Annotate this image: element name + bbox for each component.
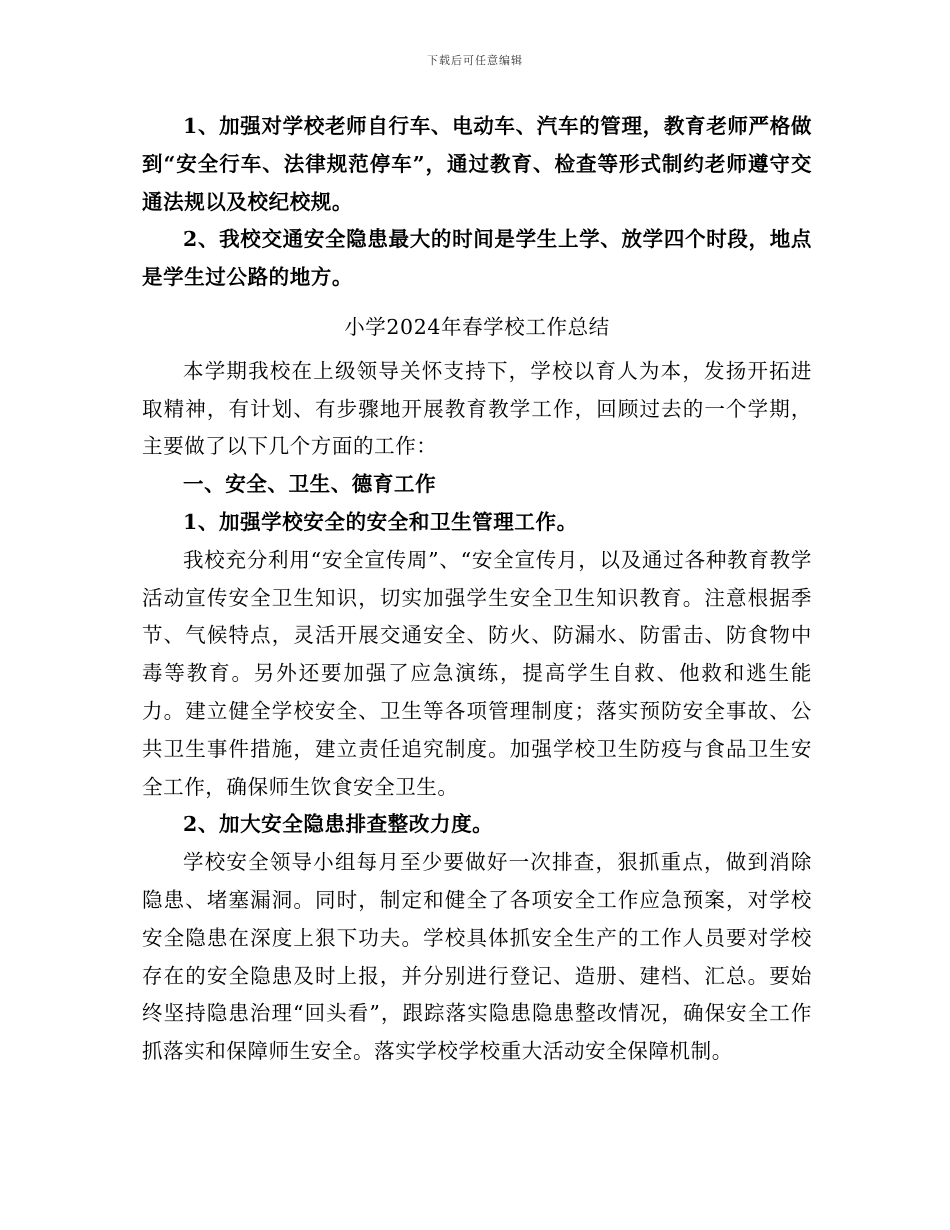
subsection-heading-hazard-rectification: 2、加大安全隐患排查整改力度。 xyxy=(183,812,494,837)
document-body xyxy=(142,108,812,1071)
paragraph-traffic-hazard: 2、我校交通安全隐患最大的时间是学生上学、放学四个时段，地点是学生过公路的地方。 xyxy=(142,227,812,290)
paragraph-vehicle-management: 1、加强对学校老师自行车、电动车、汽车的管理，教育老师严格做到“安全行车、法律规范停车”，通过教育、检查等形式制约老师遵守交通法规以及校纪校规。 xyxy=(142,114,812,214)
paragraph-safety-education: 我校充分利用“安全宣传周”、“安全宣传月，以及通过各种教育教学活动宣传安全卫生知识，切实加强学生安全卫生知识教育。注意根据季节、气候特点，灵活开展交通安全、防火、防漏水、防雷击、防食物中毒等教育。另外还要加强了应急演练，提高学生自救、他救和逃生能力。建立健全学校安全、卫生等各项管理制度；落实预防安全事故、公共卫生事件措施，建立责任追究制度。加强学校卫生防疫与食品卫生安全工作，确保师生饮食安全卫生。 xyxy=(142,547,812,799)
paragraph-hazard-inspection: 学校安全领导小组每月至少要做好一次排查，狠抓重点，做到消除隐患、堵塞漏洞。同时，制定和健全了各项安全工作应急预案，对学校安全隐患在深度上狠下功夫。学校具体抓安全生产的工作人员要对学校存在的安全隐患及时上报，并分别进行登记、造册、建档、汇总。要始终坚持隐患治理“回头看”，跟踪落实隐患隐患整改情况，确保安全工作抓落实和保障师生安全。落实学校学校重大活动安全保障机制。 xyxy=(142,850,812,1064)
section-heading-safety: 一、安全、卫生、德育工作 xyxy=(183,472,437,497)
page-header-note: 下载后可任意编辑 xyxy=(427,54,523,67)
subsection-heading-safety-management: 1、加强学校安全的安全和卫生管理工作。 xyxy=(183,509,578,534)
document-title: 小学2024年春学校工作总结 xyxy=(344,314,610,339)
paragraph-intro: 本学期我校在上级领导关怀支持下，学校以育人为本，发扬开拓进取精神，有计划、有步骤地开展教育教学工作，回顾过去的一个学期，主要做了以下几个方面的工作： xyxy=(142,358,812,459)
